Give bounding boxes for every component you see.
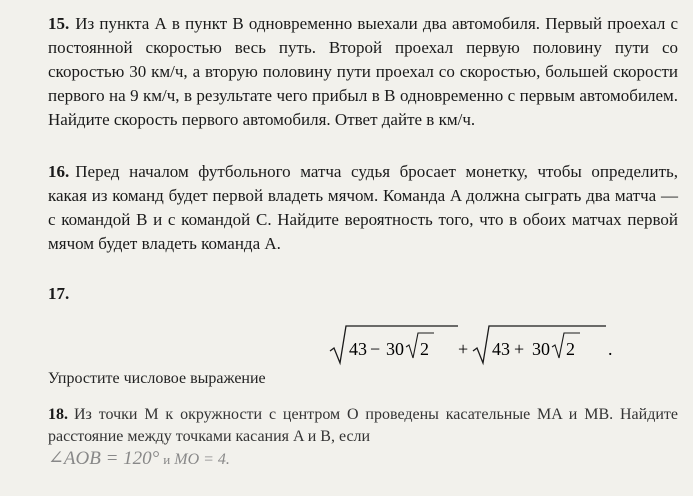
problem-18 xyxy=(48,404,678,471)
problem-text: Из пункта А в пункт В одновременно выехали два автомобиля. Первый проехал с постоянной скоростью весь путь. Второй проехал первую половину пути со скоростью 30 км/ч, а вторую половину пути проехал со скоростью, большей скорости первого на 9 км/ч, в результате чего прибыл в В одновременно с первым автомобилем. Найдите скорость первого автомобиля. Ответ дайте в км/ч. xyxy=(48,14,678,129)
problem-number: 18. xyxy=(48,406,68,423)
expression-svg xyxy=(330,323,630,367)
expression-end: . xyxy=(608,339,613,359)
condition-angle: ∠AOB = 120° xyxy=(48,448,160,469)
problem-17-instruction: Упростите числовое выражение xyxy=(48,370,266,387)
term1-op: − xyxy=(370,339,381,359)
problem-16 xyxy=(48,160,678,256)
problem-number: 16. xyxy=(48,162,70,181)
problem-15 xyxy=(48,12,678,132)
condition-distance: MO = 4. xyxy=(174,451,230,468)
term2-b: 30 xyxy=(532,339,550,359)
term1-a: 43 xyxy=(349,339,367,359)
math-expression xyxy=(330,323,630,367)
problem-text: Перед началом футбольного матча судья бросает монетку, чтобы определить, какая из команд будет первой владеть мячом. Команда A должна сыграть два матча — с командой B и с командой C. Найдите вероятность того, что в обоих матчах первой мячом будет владеть команда A. xyxy=(48,162,678,253)
problem-17-number: 17. xyxy=(48,284,70,303)
condition-connector: и xyxy=(163,452,171,467)
inner-radicand-2: 2 xyxy=(566,339,575,359)
term2-op: + xyxy=(514,339,525,359)
term2-a: 43 xyxy=(492,339,510,359)
term1-b: 30 xyxy=(386,339,404,359)
problem-text: Из точки M к окружности с центром O проведены касательные MA и MB. Найдите расстояние между точками касания A и B, если xyxy=(48,406,678,445)
problem-number: 15. xyxy=(48,14,70,33)
inner-radicand-1: 2 xyxy=(420,339,429,359)
plus-sign: + xyxy=(458,339,469,359)
